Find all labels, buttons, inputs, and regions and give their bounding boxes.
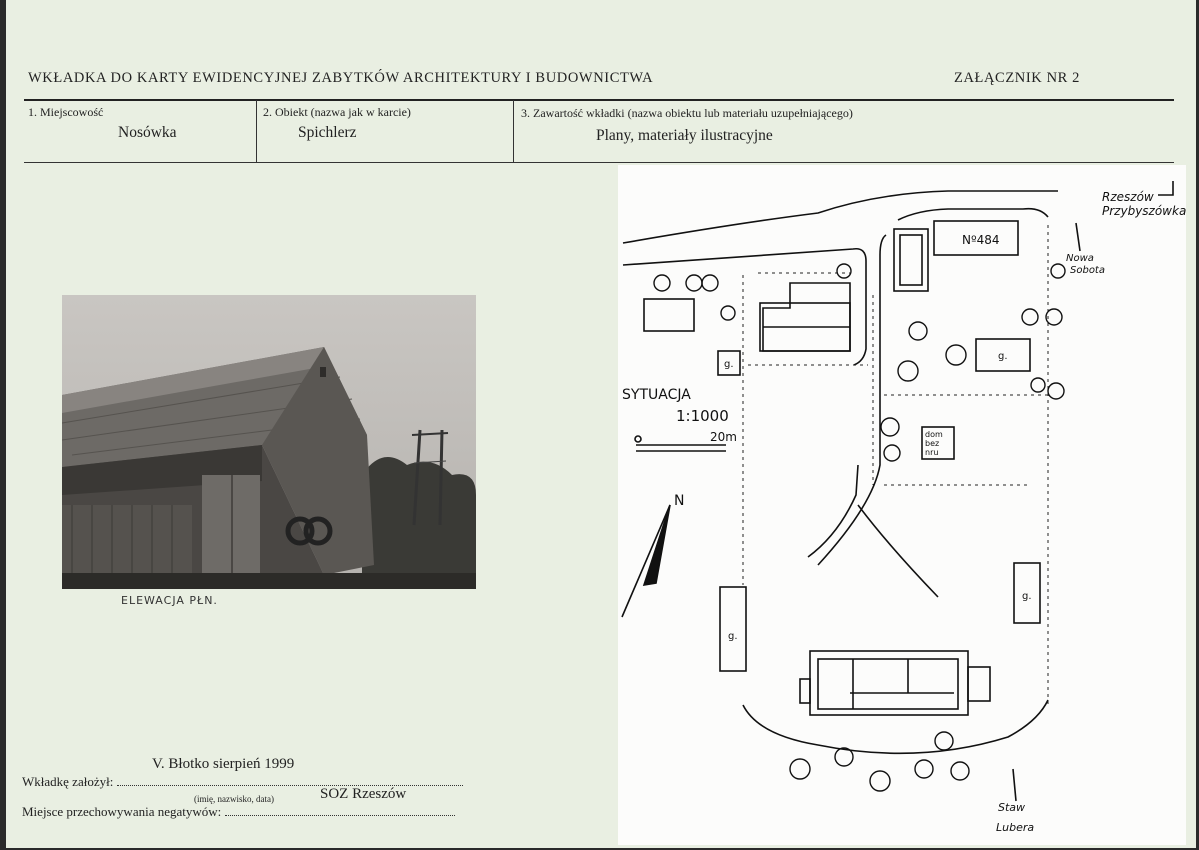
site-plan-drawing	[618, 165, 1186, 845]
object-value: Spichlerz	[298, 124, 357, 141]
record-sheet	[6, 0, 1196, 848]
author-hint: (imię, nazwisko, data)	[194, 794, 274, 804]
fields-rule	[24, 162, 1174, 163]
storage-label: Miejsce przechowywania negatywów:	[22, 804, 222, 819]
map-house-number: Nº484	[962, 233, 1000, 247]
map-pond2: Lubera	[996, 821, 1035, 834]
map-house-label: dom	[925, 430, 943, 439]
form-title: WKŁADKA DO KARTY EWIDENCYJNEJ ZABYTKÓW ARCHITEKTURY I BUDOWNICTWA	[28, 70, 654, 86]
map-title: SYTUACJA	[622, 387, 691, 403]
map-to-church: Nowa	[1066, 253, 1094, 264]
field-divider	[256, 100, 257, 162]
map-to-city: Rzeszów	[1102, 190, 1154, 204]
map-garage-label: g.	[728, 631, 738, 642]
storage-value: SOZ Rzeszów	[320, 786, 407, 802]
map-garage-label: g.	[998, 351, 1008, 362]
locality-label: 1. Miejscowość	[28, 105, 104, 119]
object-label: 2. Obiekt (nazwa jak w karcie)	[263, 105, 411, 119]
map-house-label: bez	[925, 439, 940, 448]
contents-label: 3. Zawartość wkładki (nazwa obiektu lub materiału uzupełniającego)	[521, 106, 853, 120]
contents-value: Plany, materiały ilustracyjne	[596, 127, 773, 144]
author-label: Wkładkę założył:	[22, 774, 114, 789]
storage-row	[22, 804, 455, 820]
map-pond: Staw	[998, 801, 1026, 814]
map-scale: 1:1000	[676, 407, 729, 425]
photo-caption: ELEWACJA PŁN.	[121, 594, 218, 607]
locality-value: Nosówka	[118, 124, 177, 141]
map-house-label: nru	[925, 448, 939, 457]
map-north: N	[674, 493, 685, 509]
storage-dotted-line	[225, 815, 455, 816]
map-garage-label: g.	[724, 359, 734, 370]
field-divider	[513, 100, 514, 162]
author-dotted-line	[117, 785, 463, 786]
annex-number: ZAŁĄCZNIK NR 2	[954, 70, 1080, 86]
site-plan	[618, 165, 1186, 845]
author-value: V. Błotko sierpień 1999	[152, 756, 295, 772]
granary-photo	[62, 295, 476, 589]
header-rule	[24, 99, 1174, 101]
map-to-church2: Sobota	[1070, 265, 1105, 276]
map-garage-label: g.	[1022, 591, 1032, 602]
map-to-city2: Przybyszówka	[1102, 204, 1186, 218]
map-scale-bar-label: 20m	[710, 430, 737, 444]
